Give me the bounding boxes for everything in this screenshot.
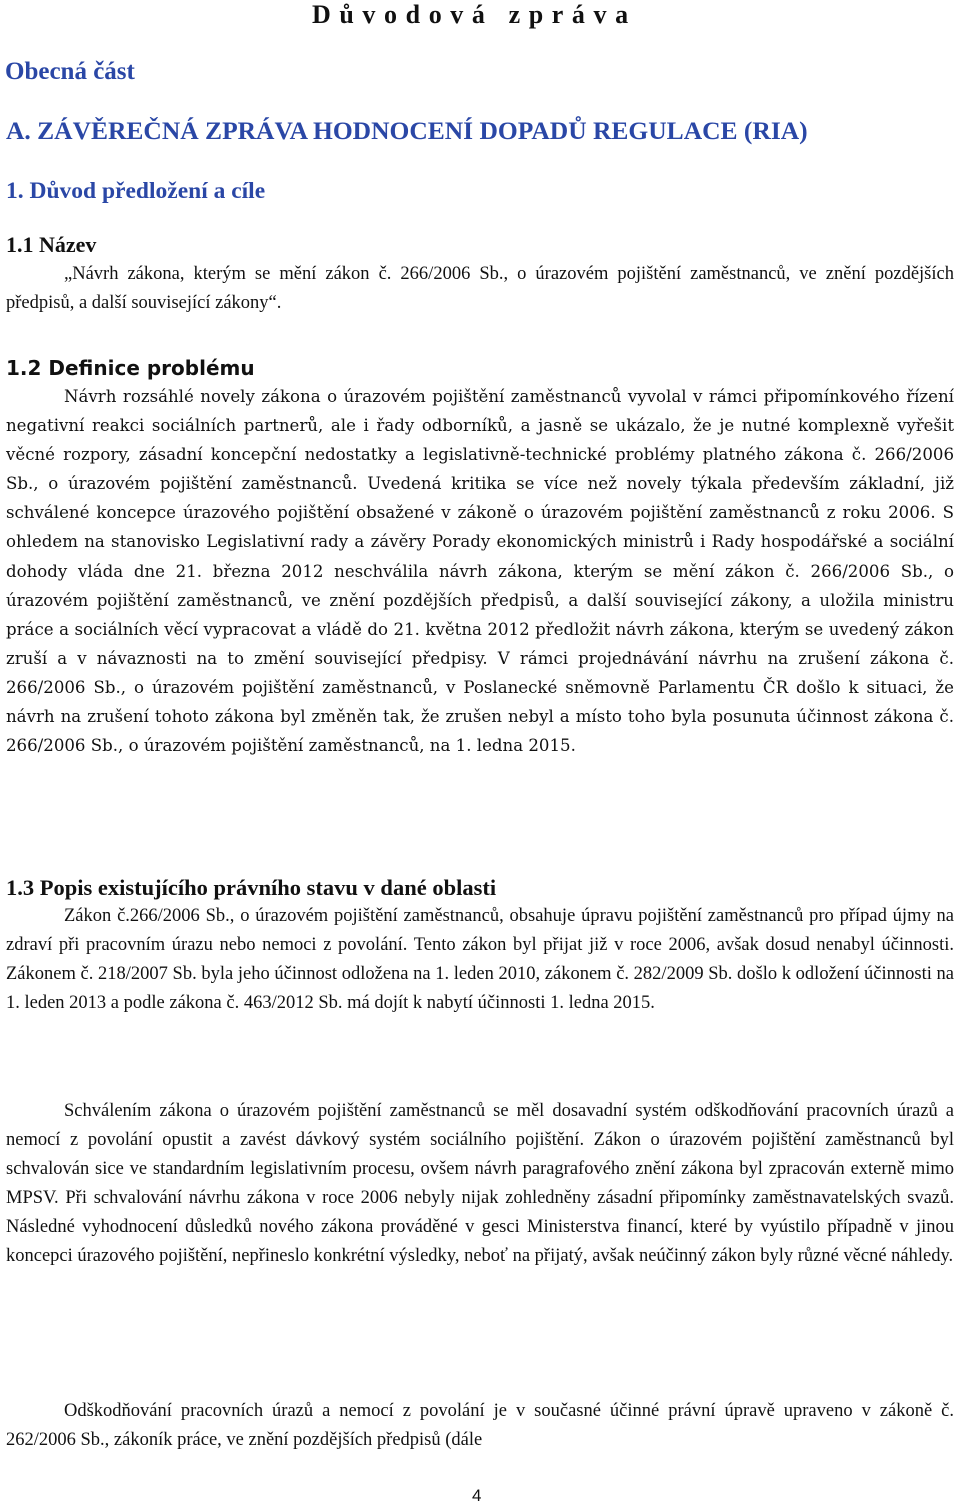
subheading-name: 1.1 Název xyxy=(6,232,97,257)
subheading-problem-definition: 1.2 Definice problému xyxy=(6,356,255,380)
document-title: Důvodová zpráva xyxy=(312,0,637,29)
heading-reason: 1. Důvod předložení a cíle xyxy=(6,178,266,204)
subheading-current-legal-state: 1.3 Popis existujícího právního stavu v dané oblasti xyxy=(6,875,497,900)
paragraph-current-legal-state: Zákon č.266/2006 Sb., o úrazovém pojištění zaměstnanců, obsahuje úpravu pojištění zaměstnanců pro případ újmy na zdraví při pracovním úrazu nebo nemoci z povolání. Tento zákon byl přijat již v roce 2006, avšak dosud nenabyl účinnosti. Zákonem č. 218/2007 Sb. byla jeho účinnost odložena na 1. leden 2010, zákonem č. 282/2009 Sb. došlo k odložení účinnosti na 1. leden 2013 a podle zákona č. 463/2012 Sb. má dojít k nabytí účinnosti 1. ledna 2015. xyxy=(6,906,954,1014)
paragraph-compensation: Odškodňování pracovních úrazů a nemocí z povolání je v současné účinné právní úpravě upraveno v zákoně č. 262/2006 Sb., zákoník práce, ve znění pozdějších předpisů (dále xyxy=(6,1401,954,1451)
paragraph-approval: Schválením zákona o úrazovém pojištění zaměstnanců se měl dosavadní systém odškodňování pracovních úrazů a nemocí z povolání opustit a zavést dávkový systém sociálního pojištění. Zákon o úrazovém pojištění zaměstnanců byl schvalován sice ve standardním legislativním procesu, ovšem návrh paragrafového znění zákona byl zpracován externě mimo MPSV. Při schvalování návrhu zákona v roce 2006 nebyly nijak zohledněny zásadní připomínky zaměstnavatelských svazů. Následné vyhodnocení důsledků nového zákona prováděné v gesci Ministerstva financí, které by vyústilo případně v jinou koncepci úrazového pojištění, nepřineslo konkrétní výsledky, neboť na přijatý, avšak neúčinný zákon byly různé věcné náhledy. xyxy=(6,1101,954,1267)
paragraph-name: „Návrh zákona, kterým se mění zákon č. 266/2006 Sb., o úrazovém pojištění zaměstnanců, ve znění pozdějších předpisů, a další související zákony“. xyxy=(6,264,954,314)
ria-heading: A. ZÁVĚREČNÁ ZPRÁVA HODNOCENÍ DOPADŮ REGULACE (RIA) xyxy=(6,116,808,145)
page-number: 4 xyxy=(472,1486,482,1505)
paragraph-problem-definition: Návrh rozsáhlé novely zákona o úrazovém pojištění zaměstnanců vyvolal v rámci připomínkového řízení negativní reakci sociálních partnerů, ale i řady odborníků, a jasně se ukázalo, že je nutné komplexně vyřešit věcné rozpory, zásadní koncepční nedostatky a legislativně-technické problémy platného zákona č. 266/2006 Sb., o úrazovém pojištění zaměstnanců. Uvedená kritika se více než novely týkala především základní, již schválené koncepce úrazového pojištění obsažené v zákoně o úrazovém pojištění zaměstnanců z roku 2006. S ohledem na stanovisko Legislativní rady a závěry Porady ekonomických ministrů i Rady hospodářské a sociální dohody vláda dne 21. března 2012 neschválila návrh zákona, kterým se mění zákon č. 266/2006 Sb., o úrazovém pojištění zaměstnanců, ve znění pozdějších předpisů, a další související zákony, a uložila ministru práce a sociálních věcí vypracovat a vládě do 21. května 2012 předložit návrh zákona, kterým se uvedený zákon zruší a v návaznosti na to změní související předpisy. V rámci projednávání návrhu na zrušení zákona č. 266/2006 Sb., o úrazovém pojištění zaměstnanců, v Poslanecké sněmovně Parlamentu ČR došlo k situaci, že návrh na zrušení tohoto zákona byl změněn tak, že zrušen nebyl a místo toho byla posunuta účinnost zákona č. 266/2006 Sb., o úrazovém pojištění zaměstnanců, na 1. ledna 2015. xyxy=(6,387,954,756)
section-heading: Obecná část xyxy=(5,58,135,85)
